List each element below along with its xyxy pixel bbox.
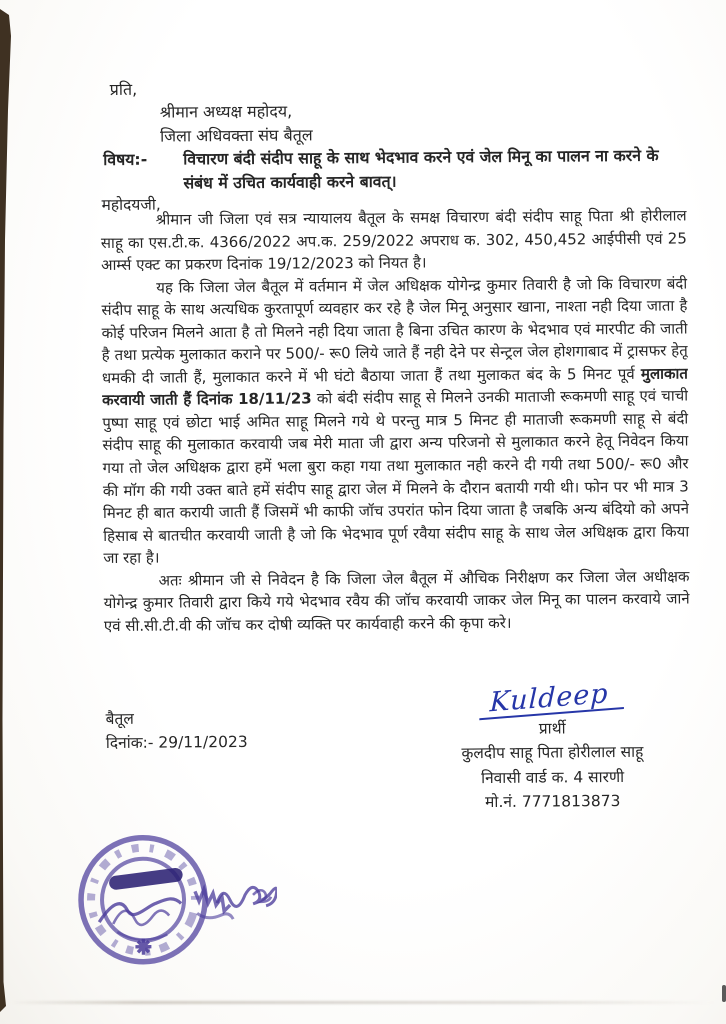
date-line: दिनांक:- 29/11/2023 xyxy=(105,732,248,752)
official-round-stamp xyxy=(66,825,277,1015)
salutation: महोदयजी, xyxy=(101,195,161,215)
subject-row xyxy=(103,143,685,195)
letter-body xyxy=(101,204,691,709)
footer-place-date xyxy=(106,707,248,755)
applicant-mobile: मो.नं. 7771813873 xyxy=(485,791,621,812)
stamp-signature-scrawl xyxy=(99,899,181,922)
recipient-block xyxy=(160,99,313,147)
stamp-center-blob xyxy=(108,867,183,890)
applicant-name: कुलदीप साहू पिता होरीलाल साहू xyxy=(461,742,644,763)
paragraph-text: को बंदी संदीप साहू से मिलने उनकी माताजी रूकमणी साहू एवं चाची पुष्पा साहू एवं छोटा भाई अमित साहू मिलने गये थे परन्तु मात्र 5 मिनट ही माताजी रूकमणी साहू से बंदी संदीप साहू की मुलाकात करवायी जब मेरी माता जी द्वारा अन्य परिजनो से मुलाकात करने हेतू निवेदन किया गया तो जेल अधिक्षक द्वारा हमें भला बुरा कहा गया तथा मुलाकात नही करने दी गयी तथा 500/- रू0 और की मॉग की गयी उक्त बाते हमें संदीप साहू द्वारा जेल में मिलने के दौरान बतायी गयी थी। फोन पर भी मात्र 3 मिनट ही बात करायी जाती हैं जिसमें भी काफी जॉच उपरांत फोन दिया जाता है जबकि अन्य बंदियो को अपने हिसाब से बातचीत करवायी जाती है जो कि भेदभाव पूर्ण रवैया संदीप साहू के साथ जेल अधिक्षक द्वारा किया जा रहा है। xyxy=(102,386,690,568)
subject-text: विचारण बंदी संदीप साहू के साथ भेदभाव करने एवं जेल मिनू का पालन ना करने के संबंध में उचित कार्यवाही करने बावत्। xyxy=(183,145,659,192)
handwritten-signature: Kuldeep xyxy=(479,681,624,720)
recipient-line: जिला अधिवक्ता संघ बैतूल xyxy=(159,124,313,146)
applicant-address: निवासी वार्ड क. 4 सारणी xyxy=(480,767,625,787)
paragraph-bold-text: मुलाकात करवायी जाती हैं दिनांक 18/11/23 xyxy=(102,364,688,410)
applicant-block xyxy=(399,678,705,815)
paragraph-text: यह कि जिला जेल बैतूल में वर्तमान में जेल अधिक्षक योगेन्द्र कुमार तिवारी है जो कि विचारण बंदी संदीप साहू के साथ अत्यधिक कुरतापूर्ण व्यवहार कर रहे है जेल मिनू अनुसार खाना, नाश्ता नही दिया जाता है कोई परिजन मिलने आता है तो मिलने नही दिया जाता है बिना उचित कारण के भेदभाव एवं मारपीट की जाती है तथा प्रत्येक मुलाकात कराने पर 500/- रू0 लिये जाते हैं नही देने पर सेन्ट्रल जेल होशगाबाद में ट्रासफर हेतू धमकी दी जाती हैं, मुलाकात करने में भी घंटो बैठाया जाता हैं तथा मुलाकत बंद के 5 मिनट पूर्व xyxy=(101,274,688,387)
place-line: बैतूल xyxy=(105,709,134,729)
photo-edge-mark xyxy=(722,985,726,1002)
stamp-date-scrawl xyxy=(217,887,277,906)
body-paragraph: श्रीमान जी जिला एवं सत्र न्यायालय बैतूल के समक्ष विचारण बंदी संदीप साहू पिता श्री होरीलाल साहू का एस.टी.क. 4366/2022 अप.क. 259/2022 अपराध क. 302, 450,452 आईपीसी एवं 25 आर्म्स एक्ट का प्रकरण दिनांक 19/12/2023 को नियत है। xyxy=(100,206,687,275)
body-paragraph xyxy=(101,272,689,570)
body-paragraph: अतः श्रीमान जी से निवेदन है कि जिला जेल बैतूल में औचिक निरीक्षण कर जिला जेल अधीक्षक योगेन्द्र कुमार तिवारी द्वारा किये गये भेदभाव रवैय की जॉच करवायी जाकर जेल मिनू का पालन करवाये जाने एवं सी.सी.टी.वी की जॉच कर दोषी व्यक्ति पर कार्यवाही करने की कृपा करे। xyxy=(103,567,690,635)
applicant-title: प्रार्थी xyxy=(538,718,566,738)
recipient-line: श्रीमान अध्यक्ष महोदय, xyxy=(159,101,293,122)
paper-crease xyxy=(8,1001,716,1004)
letter-to-label: प्रति, xyxy=(109,79,138,99)
subject-label: विषय:- xyxy=(103,149,148,170)
